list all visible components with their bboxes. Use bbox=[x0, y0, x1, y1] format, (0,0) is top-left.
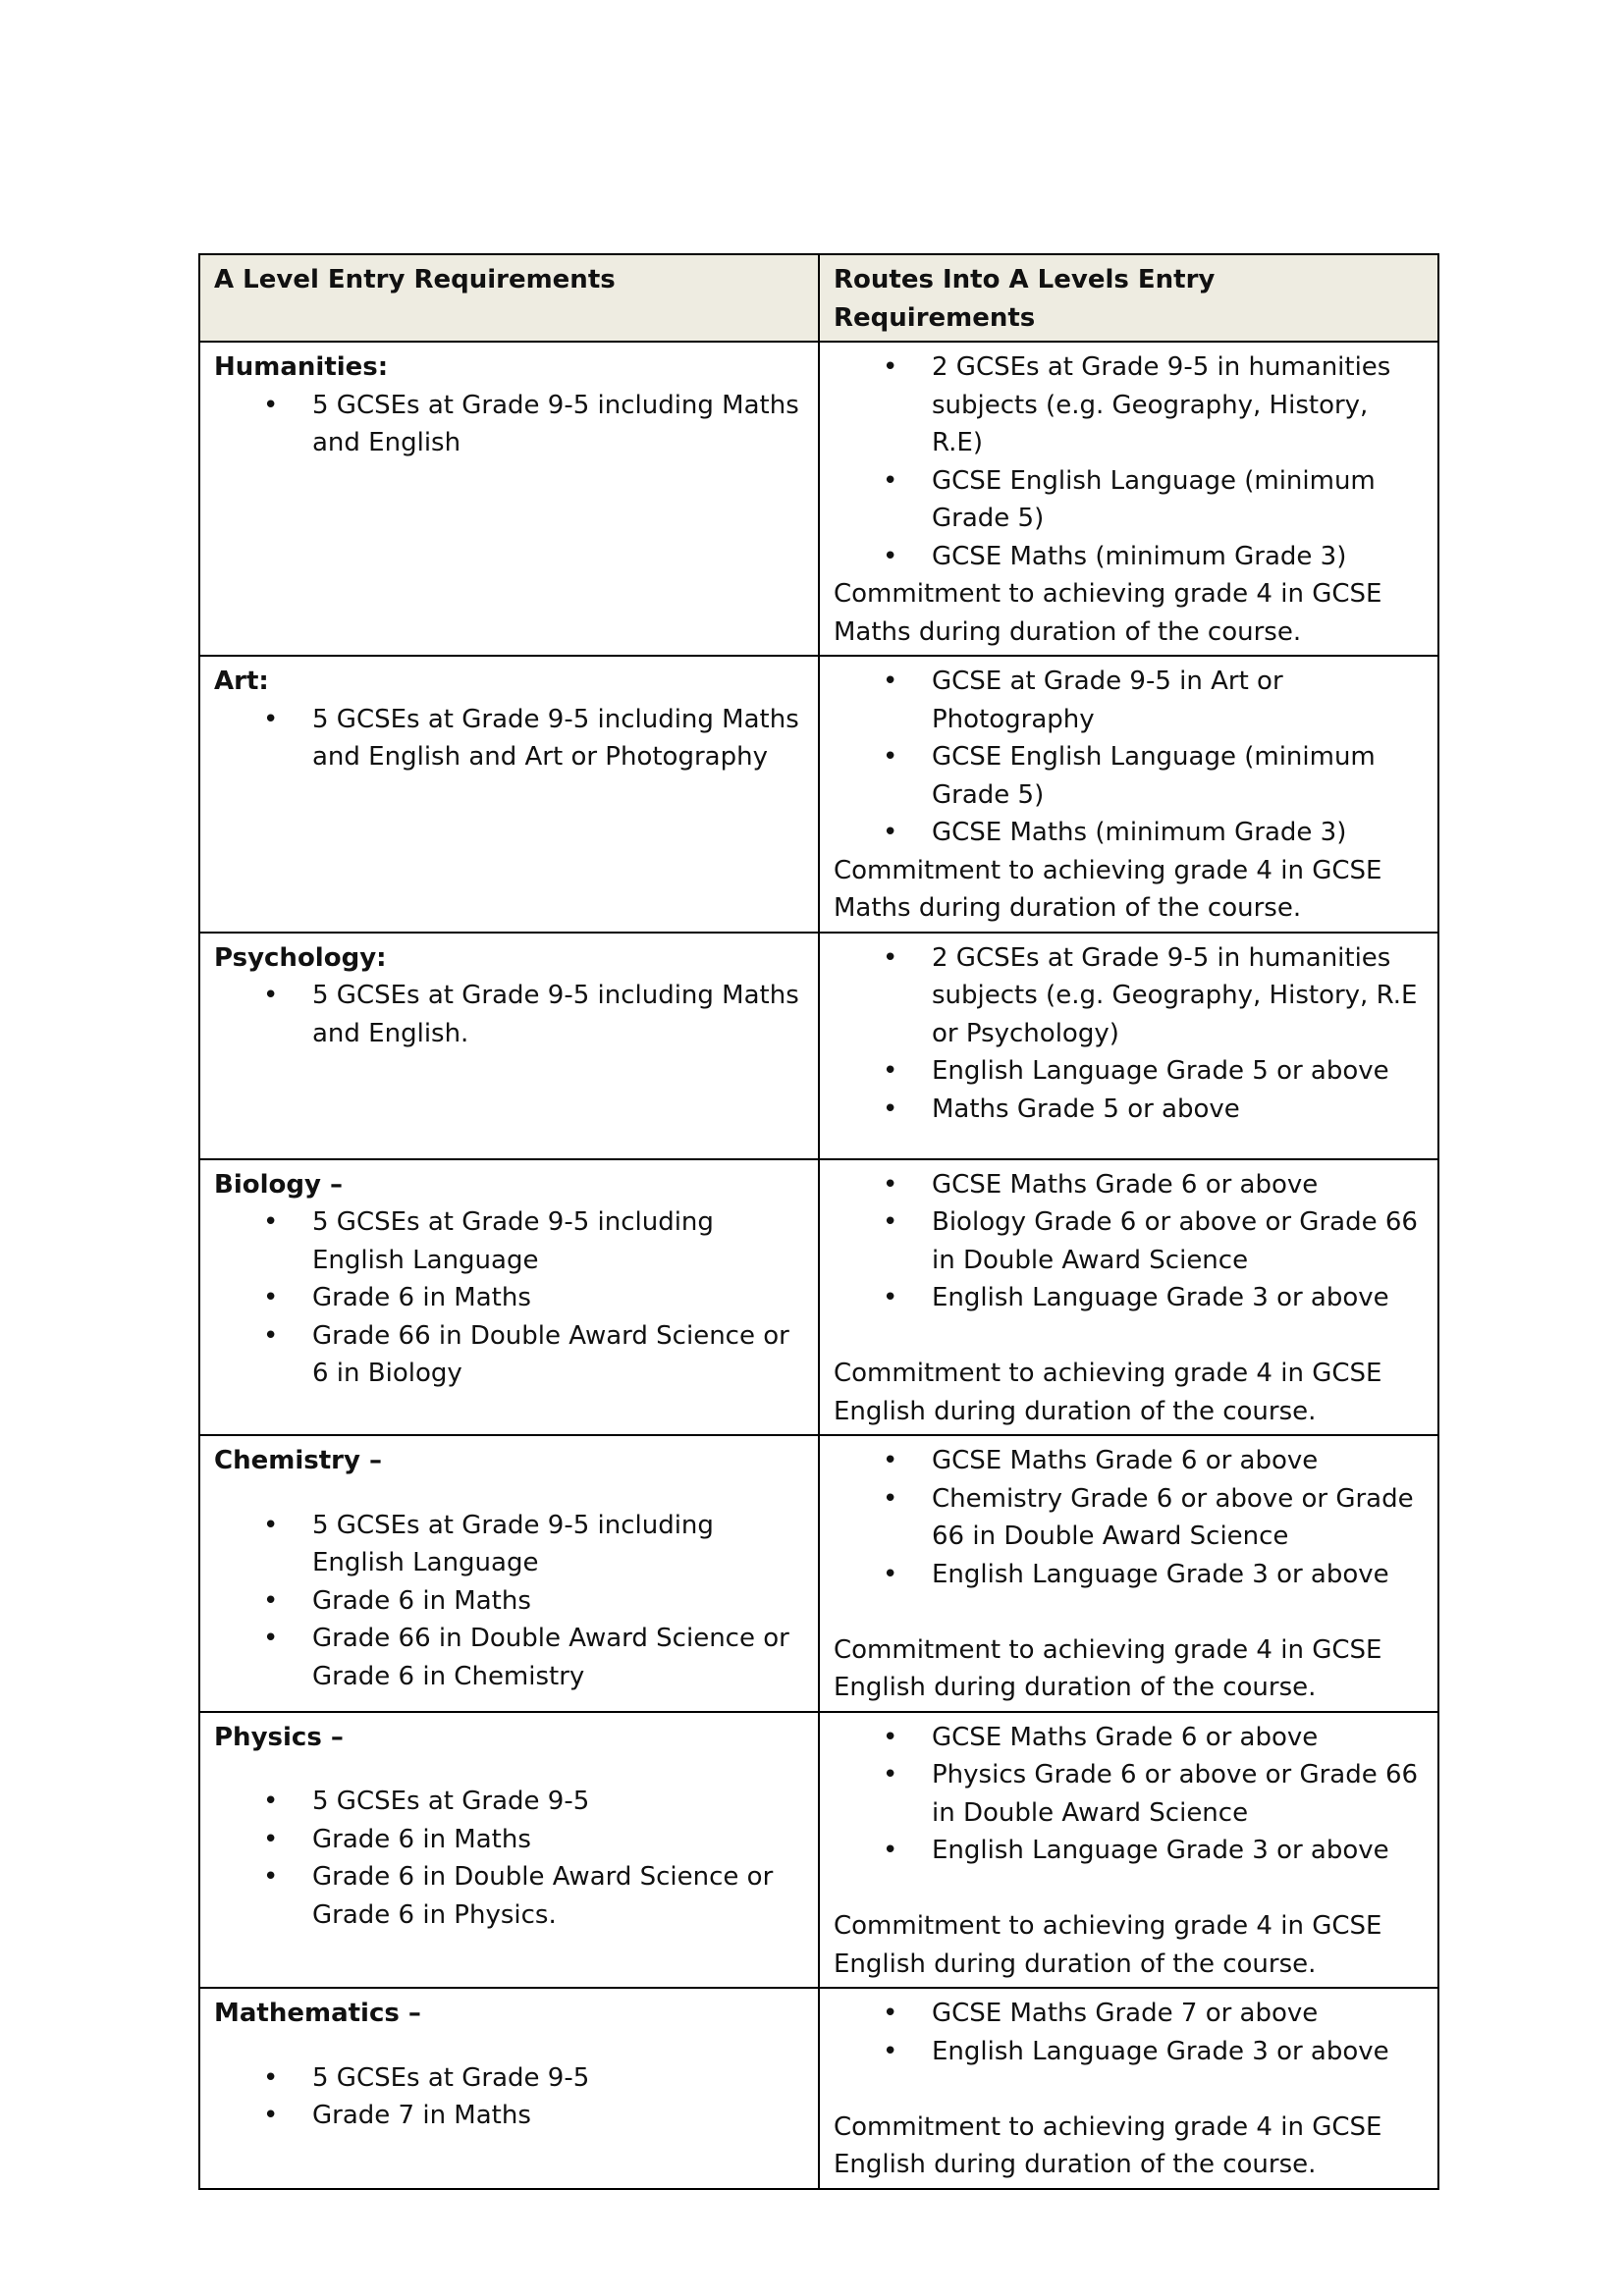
table-row bbox=[199, 342, 1438, 656]
routes-list bbox=[834, 939, 1424, 1129]
subject-title: Art: bbox=[214, 667, 269, 696]
list-item: • Grade 7 in Maths bbox=[214, 2097, 804, 2135]
list-item: • GCSE at Grade 9-5 in Art or Photography bbox=[834, 663, 1424, 738]
routes-cell bbox=[819, 1435, 1438, 1712]
table-row bbox=[199, 1988, 1438, 2189]
header-a-level: A Level Entry Requirements bbox=[199, 254, 819, 342]
table-row bbox=[199, 1712, 1438, 1989]
list-item: • 5 GCSEs at Grade 9-5 bbox=[214, 2059, 804, 2098]
table-row bbox=[199, 1435, 1438, 1712]
list-item: • 5 GCSEs at Grade 9-5 including English Language bbox=[214, 1507, 804, 1582]
header-routes: Routes Into A Levels Entry Requirements bbox=[819, 254, 1438, 342]
a-level-cell bbox=[199, 656, 819, 933]
list-item: • Chemistry Grade 6 or above or Grade 66 in Double Award Science bbox=[834, 1480, 1424, 1556]
list-item: • Grade 6 in Maths bbox=[214, 1279, 804, 1317]
a-level-list bbox=[214, 977, 804, 1052]
a-level-cell bbox=[199, 1988, 819, 2189]
a-level-list bbox=[214, 1783, 804, 1934]
list-item: • 5 GCSEs at Grade 9-5 including Maths and English and Art or Photography bbox=[214, 701, 804, 776]
routes-list bbox=[834, 1166, 1424, 1317]
commitment-note: Commitment to achieving grade 4 in GCSE English during duration of the course. bbox=[834, 2111, 1382, 2179]
subject-title: Psychology: bbox=[214, 942, 387, 973]
commitment-note: Commitment to achieving grade 4 in GCSE English during duration of the course. bbox=[834, 1359, 1382, 1426]
list-item: • 5 GCSEs at Grade 9-5 bbox=[214, 1783, 804, 1821]
list-item: • GCSE Maths Grade 6 or above bbox=[834, 1719, 1424, 1757]
list-item: • Grade 66 in Double Award Science or 6 in Biology bbox=[214, 1317, 804, 1393]
list-item: • Grade 6 in Maths bbox=[214, 1582, 804, 1621]
list-item: • GCSE Maths (minimum Grade 3) bbox=[834, 814, 1424, 852]
list-item: • Maths Grade 5 or above bbox=[834, 1091, 1424, 1129]
a-level-list bbox=[214, 2059, 804, 2135]
list-item: • 5 GCSEs at Grade 9-5 including Maths and English bbox=[214, 387, 804, 462]
routes-list bbox=[834, 1442, 1424, 1593]
a-level-cell bbox=[199, 1712, 819, 1989]
subject-title: Humanities: bbox=[214, 352, 389, 382]
list-item: • English Language Grade 3 or above bbox=[834, 1279, 1424, 1317]
entry-requirements-table bbox=[198, 253, 1439, 2190]
table-row bbox=[199, 1159, 1438, 1436]
list-item: • 2 GCSEs at Grade 9-5 in humanities subjects (e.g. Geography, History, R.E) bbox=[834, 348, 1424, 462]
routes-list bbox=[834, 348, 1424, 575]
subject-title: Chemistry – bbox=[214, 1446, 382, 1475]
a-level-cell bbox=[199, 1435, 819, 1712]
a-level-list bbox=[214, 387, 804, 462]
commitment-note: Commitment to achieving grade 4 in GCSE English during duration of the course. bbox=[834, 1911, 1382, 1979]
list-item: • GCSE English Language (minimum Grade 5) bbox=[834, 462, 1424, 538]
routes-cell bbox=[819, 1712, 1438, 1989]
list-item: • GCSE Maths Grade 6 or above bbox=[834, 1166, 1424, 1204]
routes-list bbox=[834, 1995, 1424, 2070]
table-row bbox=[199, 656, 1438, 933]
list-item: • 5 GCSEs at Grade 9-5 including Maths and English. bbox=[214, 977, 804, 1052]
a-level-cell bbox=[199, 933, 819, 1159]
routes-cell bbox=[819, 1988, 1438, 2189]
list-item: • Grade 6 in Double Award Science or Grade 6 in Physics. bbox=[214, 1858, 804, 1934]
list-item: • English Language Grade 3 or above bbox=[834, 1832, 1424, 1870]
a-level-list bbox=[214, 1203, 804, 1393]
list-item: • Grade 66 in Double Award Science or Grade 6 in Chemistry bbox=[214, 1620, 804, 1695]
list-item: • 5 GCSEs at Grade 9-5 including English Language bbox=[214, 1203, 804, 1279]
list-item: • Grade 6 in Maths bbox=[214, 1821, 804, 1859]
routes-cell bbox=[819, 1159, 1438, 1436]
commitment-note: Commitment to achieving grade 4 in GCSE Maths during duration of the course. bbox=[834, 579, 1382, 647]
routes-cell bbox=[819, 933, 1438, 1159]
table-row bbox=[199, 933, 1438, 1159]
a-level-cell bbox=[199, 1159, 819, 1436]
routes-cell bbox=[819, 342, 1438, 656]
table-header-row bbox=[199, 254, 1438, 342]
subject-title: Biology – bbox=[214, 1169, 343, 1200]
list-item: • GCSE Maths Grade 7 or above bbox=[834, 1995, 1424, 2033]
a-level-list bbox=[214, 1507, 804, 1696]
commitment-note: Commitment to achieving grade 4 in GCSE English during duration of the course. bbox=[834, 1634, 1382, 1702]
routes-list bbox=[834, 1719, 1424, 1870]
a-level-list bbox=[214, 701, 804, 776]
list-item: • GCSE Maths (minimum Grade 3) bbox=[834, 538, 1424, 576]
list-item: • 2 GCSEs at Grade 9-5 in humanities subjects (e.g. Geography, History, R.E or Psychology) bbox=[834, 939, 1424, 1053]
routes-cell bbox=[819, 656, 1438, 933]
list-item: • Physics Grade 6 or above or Grade 66 in Double Award Science bbox=[834, 1756, 1424, 1832]
subject-title: Mathematics – bbox=[214, 1999, 421, 2028]
subject-title: Physics – bbox=[214, 1722, 344, 1752]
list-item: • GCSE Maths Grade 6 or above bbox=[834, 1442, 1424, 1480]
commitment-note: Commitment to achieving grade 4 in GCSE Maths during duration of the course. bbox=[834, 855, 1382, 923]
list-item: • English Language Grade 5 or above bbox=[834, 1052, 1424, 1091]
list-item: • English Language Grade 3 or above bbox=[834, 1556, 1424, 1594]
routes-list bbox=[834, 663, 1424, 852]
list-item: • GCSE English Language (minimum Grade 5) bbox=[834, 738, 1424, 814]
a-level-cell bbox=[199, 342, 819, 656]
list-item: • English Language Grade 3 or above bbox=[834, 2033, 1424, 2071]
list-item: • Biology Grade 6 or above or Grade 66 in Double Award Science bbox=[834, 1203, 1424, 1279]
